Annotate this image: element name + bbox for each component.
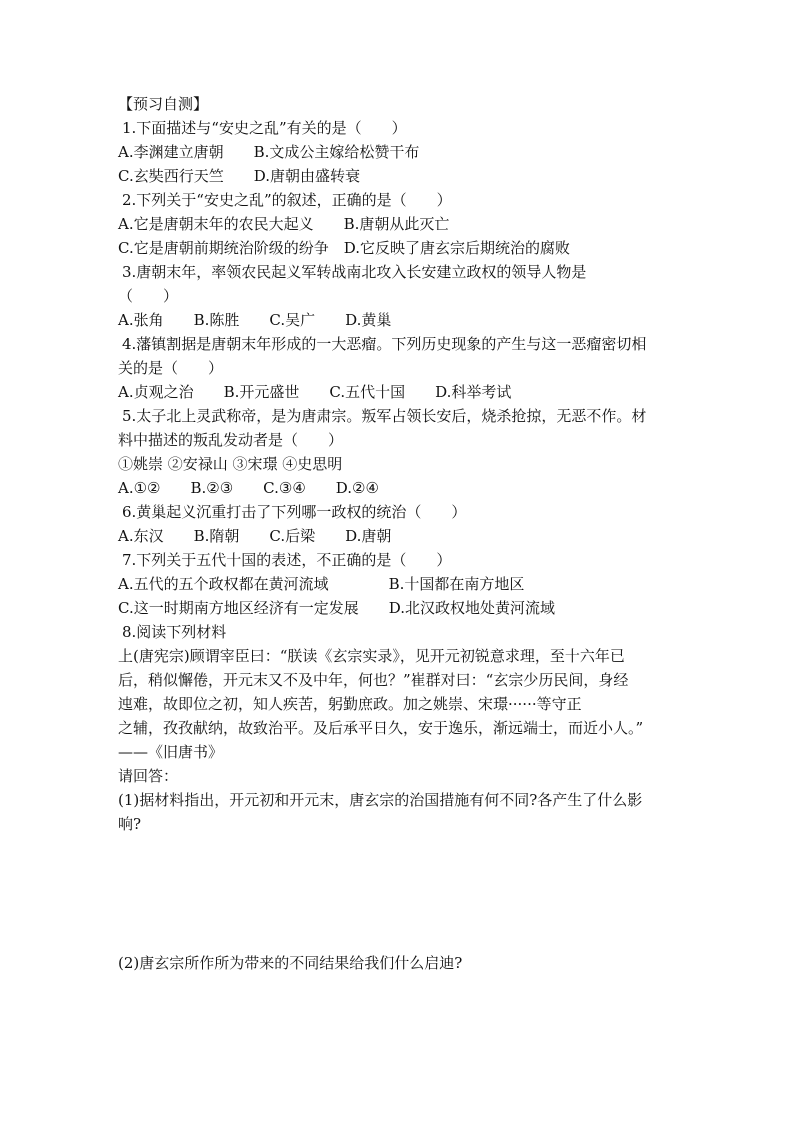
question-4-stem-line-2: 关的是（ ） [118,359,224,377]
question-8-stem: 8.阅读下列材料 [122,623,227,641]
question-5-choices: ①姚崇 ②安禄山 ③宋璟 ④史思明 [118,455,343,473]
question-1-options-ab: A.李渊建立唐朝 B.文成公主嫁给松赞干布 [118,143,420,161]
question-6-options: A.东汉 B.隋朝 C.后梁 D.唐朝 [118,527,392,545]
worksheet [118,92,682,975]
question-8-material-line-1: 上(唐宪宗)顾谓宰臣曰：“朕读《玄宗实录》，见开元初锐意求理，至十六年已 [118,647,625,665]
question-8-sub-1-line-1: (1)据材料指出，开元初和开元末，唐玄宗的治国措施有何不同?各产生了什么影 [118,791,643,809]
question-8-material-line-2: 后，稍似懈倦，开元末又不及中年，何也？”崔群对曰：“玄宗少历民间，身经 [118,671,629,689]
question-3-stem-line-1: 3.唐朝末年，率领农民起义军转战南北攻入长安建立政权的领导人物是 [122,263,587,281]
answer-space [118,836,682,951]
question-8-prompt: 请回答： [118,767,179,785]
question-4-stem-line-1: 4.藩镇割据是唐朝末年形成的一大恶瘤。下列历史现象的产生与这一恶瘤密切相 [122,335,647,353]
question-2-stem: 2.下列关于“安史之乱”的叙述，正确的是（ ） [122,191,452,209]
question-5-stem-line-2: 料中描述的叛乱发动者是（ ） [118,431,344,449]
section-title: 【预习自测】 [118,95,209,113]
question-2-options-ab: A.它是唐朝末年的农民大起义 B.唐朝从此灭亡 [118,215,450,233]
question-5-stem-line-1: 5.太子北上灵武称帝，是为唐肃宗。叛军占领长安后，烧杀抢掠，无恶不作。材 [122,407,647,425]
question-8-sub-2: (2)唐玄宗所作所为带来的不同结果给我们什么启迪? [118,954,463,972]
question-7-options-ab: A.五代的五个政权都在黄河流域 B.十国都在南方地区 [118,575,525,593]
question-4-options: A.贞观之治 B.开元盛世 C.五代十国 D.科举考试 [118,383,512,401]
question-7-options-cd: C.这一时期南方地区经济有一定发展 D.北汉政权地处黄河流域 [118,599,555,617]
question-1-options-cd: C.玄奘西行天竺 D.唐朝由盛转衰 [118,167,360,185]
question-7-stem: 7.下列关于五代十国的表述，不正确的是（ ） [122,551,452,569]
question-6-stem: 6.黄巢起义沉重打击了下列哪一政权的统治（ ） [122,503,467,521]
question-8-source: ——《旧唐书》 [118,743,224,761]
question-2-options-cd: C.它是唐朝前期统治阶级的纷争 D.它反映了唐玄宗后期统治的腐败 [118,239,570,257]
question-3-stem-line-2: （ ） [118,287,179,305]
question-8-material-line-3: 迍难，故即位之初，知人疾苦，躬勤庶政。加之姚崇、宋璟······等守正 [118,695,582,713]
question-5-options: A.①② B.②③ C.③④ D.②④ [118,479,379,497]
question-8-sub-1-line-2: 响? [118,815,142,833]
question-8-material-line-4: 之辅，孜孜献纳，故致治平。及后承平日久，安于逸乐，渐远端士，而近小人。” [118,719,644,737]
question-1-stem: 1.下面描述与“安史之乱”有关的是（ ） [122,119,407,137]
question-3-options: A.张角 B.陈胜 C.吴广 D.黄巢 [118,311,392,329]
